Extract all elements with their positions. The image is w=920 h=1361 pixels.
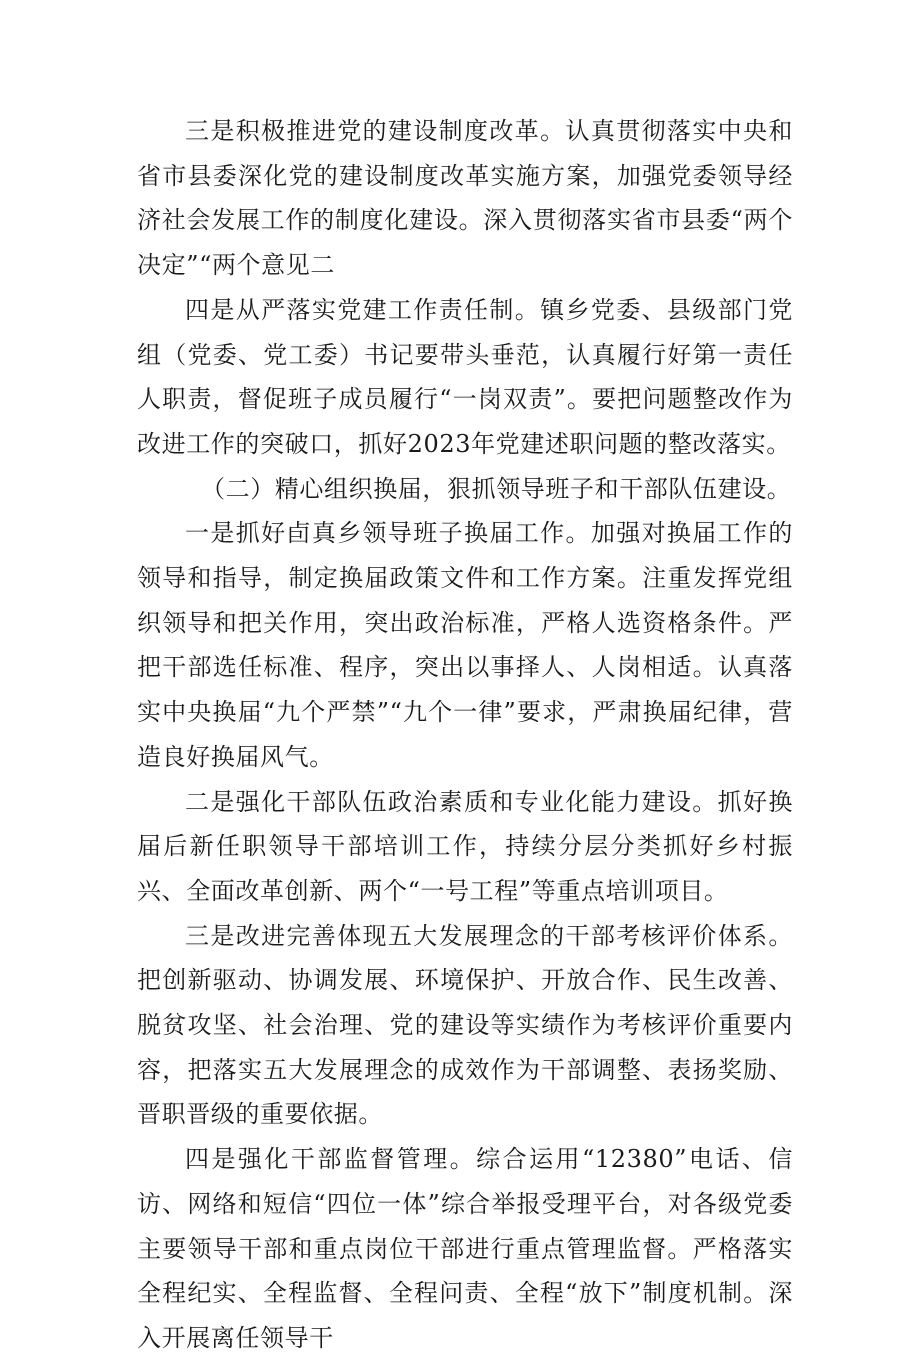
section-heading-leadership-election: （二）精心组织换届，狠抓领导班子和干部队伍建设。 [201,474,792,503]
paragraph-party-building-reform: 三是积极推进党的建设制度改革。认真贯彻落实中央和省市县委深化党的建设制度改革实施方案，加强党委领导经济社会发展工作的制度化建设。深入贯彻落实省市县委“两个决定”“两个意见二 [137,117,793,280]
paragraph-cadre-capability: 二是强化干部队伍政治素质和专业化能力建设。抓好换届后新任职领导干部培训工作，持续分层分类抓好乡村振兴、全面改革创新、两个“一号工程”等重点培训项目。 [137,787,793,905]
paragraph-evaluation-system: 三是改进完善体现五大发展理念的干部考核评价体系。把创新驱动、协调发展、环境保护、开放合作、民生改善、脱贫攻坚、社会治理、党的建设等实绩作为考核评价重要内容，把落实五大发展理念的成效作为干部调整、表扬奖励、晋职晋级的重要依据。 [137,921,793,1129]
paragraph-election-work: 一是抓好卣真乡领导班子换届工作。加强对换届工作的领导和指导，制定换届政策文件和工作方案。注重发挥党组织领导和把关作用，突出政治标准，严格人选资格条件。严把干部选任标准、程序，突出以事择人、人岗相适。认真落实中央换届“九个严禁”“九个一律”要求，严肃换届纪律，营造良好换届风气。 [137,519,793,771]
document-body [137,109,793,1361]
paragraph-responsibility-system: 四是从严落实党建工作责任制。镇乡党委、县级部门党组（党委、党工委）书记要带头垂范，认真履行好第一责任人职责，督促班子成员履行“一岗双责”。要把问题整改作为改进工作的突破口，抓好2023年党建述职问题的整改落实。 [137,295,793,458]
paragraph-cadre-supervision: 四是强化干部监督管理。综合运用“12380”电话、信访、网络和短信“四位一体”综合举报受理平台，对各级党委主要领导干部和重点岗位干部进行重点管理监督。严格落实全程纪实、全程监督、全程问责、全程“放下”制度机制。深入开展离任领导干 [137,1145,793,1352]
